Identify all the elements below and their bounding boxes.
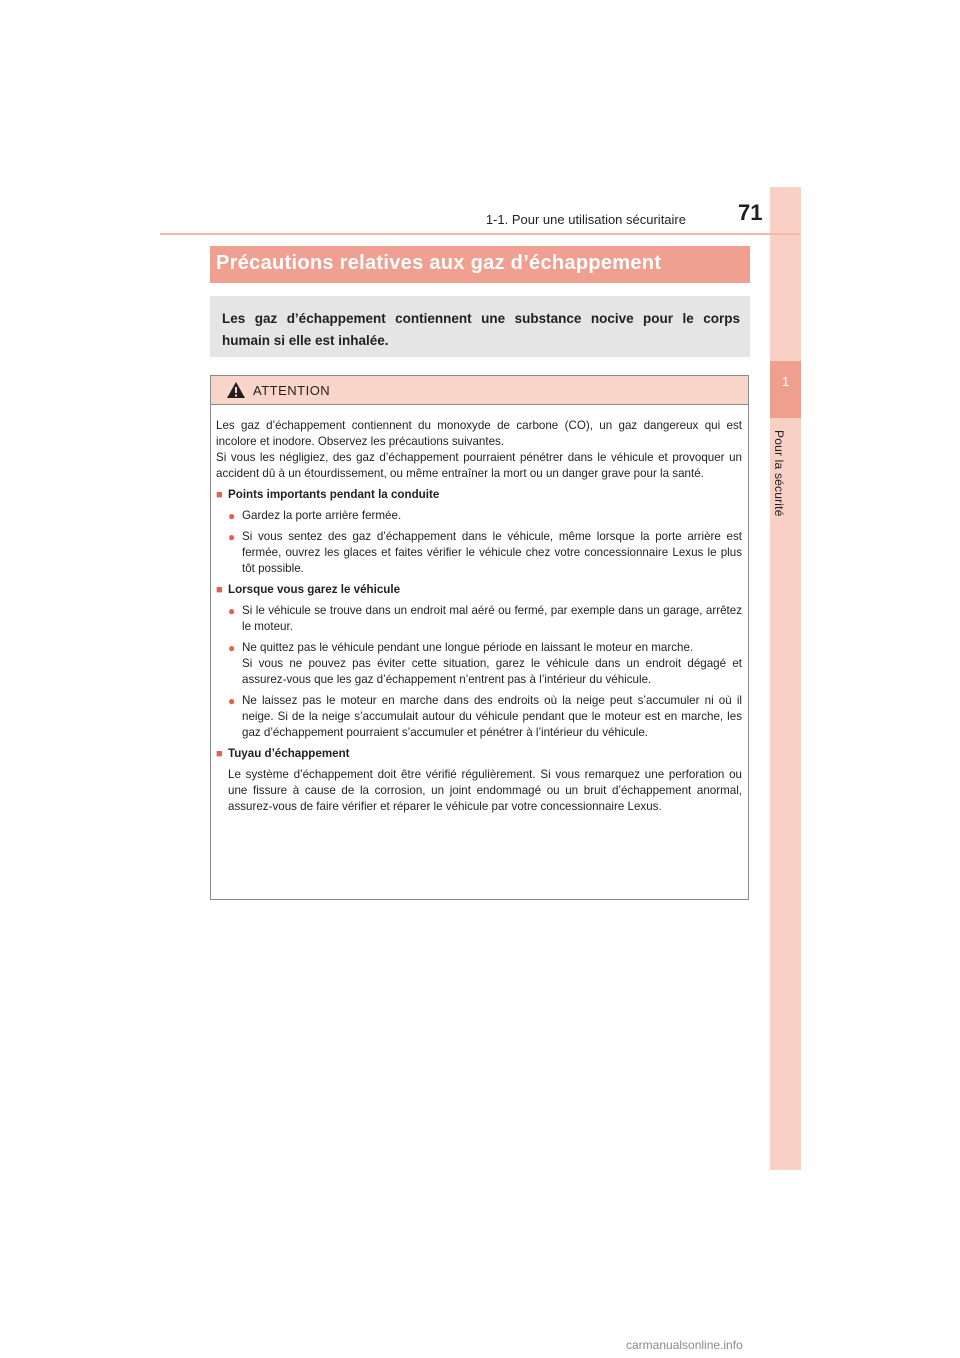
circle-bullet-icon: ● xyxy=(228,509,236,523)
side-tab-strip xyxy=(770,187,801,1170)
subheading-driving: ■ Points importants pendant la conduite xyxy=(216,488,440,501)
square-bullet-icon: ■ xyxy=(216,489,223,501)
attention-intro-2: Si vous les négligiez, des gaz d’échappement pourraient pénétrer dans le véhicule et provoquer un accident dû à un étourdissement, ou même entraîner la mort ou un danger grave pour la santé. xyxy=(216,451,742,480)
list-item: ● Gardez la porte arrière fermée. xyxy=(228,509,402,523)
circle-bullet-icon: ● xyxy=(228,641,236,655)
list-item: ● Si vous sentez des gaz d’échappement dans le véhicule, même lorsque la porte arrière est fermée, ouvrez les glaces et faites vérifier le véhicule chez votre concessionnaire Lexus le plus tôt possible. xyxy=(228,530,742,575)
subheading-exhaust-pipe: ■ Tuyau d’échappement xyxy=(216,747,350,760)
attention-body xyxy=(216,418,742,815)
intro-text: Les gaz d’échappement contiennent une substance nocive pour le corps humain si elle est inhalée. xyxy=(222,311,740,348)
bullet-extra-text: Si vous ne pouvez pas éviter cette situation, garez le véhicule dans un endroit dégagé et assurez-vous que les gaz d’échappement n’entrent pas à l’intérieur du véhicule. xyxy=(242,657,742,686)
list-item: ● Ne laissez pas le moteur en marche dans des endroits où la neige peut s’accumuler ni où il neige. Si de la neige s’accumulait autour du véhicule pendant que le moteur est en marche, les gaz d’échappement pourraient s’accumuler et pénétrer à l’intérieur du véhicule. xyxy=(228,694,742,739)
circle-bullet-icon: ● xyxy=(228,604,236,618)
chapter-tab[interactable] xyxy=(770,361,801,418)
attention-title: ATTENTION xyxy=(253,383,331,398)
footer-watermark: carmanualsonline.info xyxy=(626,1338,743,1352)
list-item: ● Si le véhicule se trouve dans un endroit mal aéré ou fermé, par exemple dans un garage, arrêtez le moteur. xyxy=(228,604,742,633)
page-number: 71 xyxy=(738,200,763,225)
square-bullet-icon: ■ xyxy=(216,584,223,596)
attention-intro-1: Les gaz d’échappement contiennent du monoxyde de carbone (CO), un gaz dangereux qui est incolore et inodore. Observez les précautions suivantes. xyxy=(216,419,742,448)
exhaust-pipe-text: Le système d’échappement doit être vérifié régulièrement. Si vous remarquez une perforation ou une fissure à cause de la corrosion, un joint endommagé ou un bruit d’échappement anormal, assurez-vous de faire vérifier et réparer le véhicule par votre concessionnaire Lexus. xyxy=(228,768,742,813)
header-divider xyxy=(160,233,800,235)
circle-bullet-icon: ● xyxy=(228,694,236,708)
page-title: Précautions relatives aux gaz d’échappement xyxy=(216,252,662,274)
circle-bullet-icon: ● xyxy=(228,530,236,544)
section-title: 1-1. Pour une utilisation sécuritaire xyxy=(485,212,686,227)
warning-triangle-icon xyxy=(226,381,246,399)
list-item xyxy=(228,640,742,688)
subheading-parking: ■ Lorsque vous garez le véhicule xyxy=(216,583,401,596)
bullet-text: Ne quittez pas le véhicule pendant une longue période en laissant le moteur en marche. xyxy=(242,641,694,654)
chapter-number: 1 xyxy=(781,374,790,389)
square-bullet-icon: ■ xyxy=(216,748,223,760)
chapter-label: Pour la sécurité xyxy=(772,430,786,517)
